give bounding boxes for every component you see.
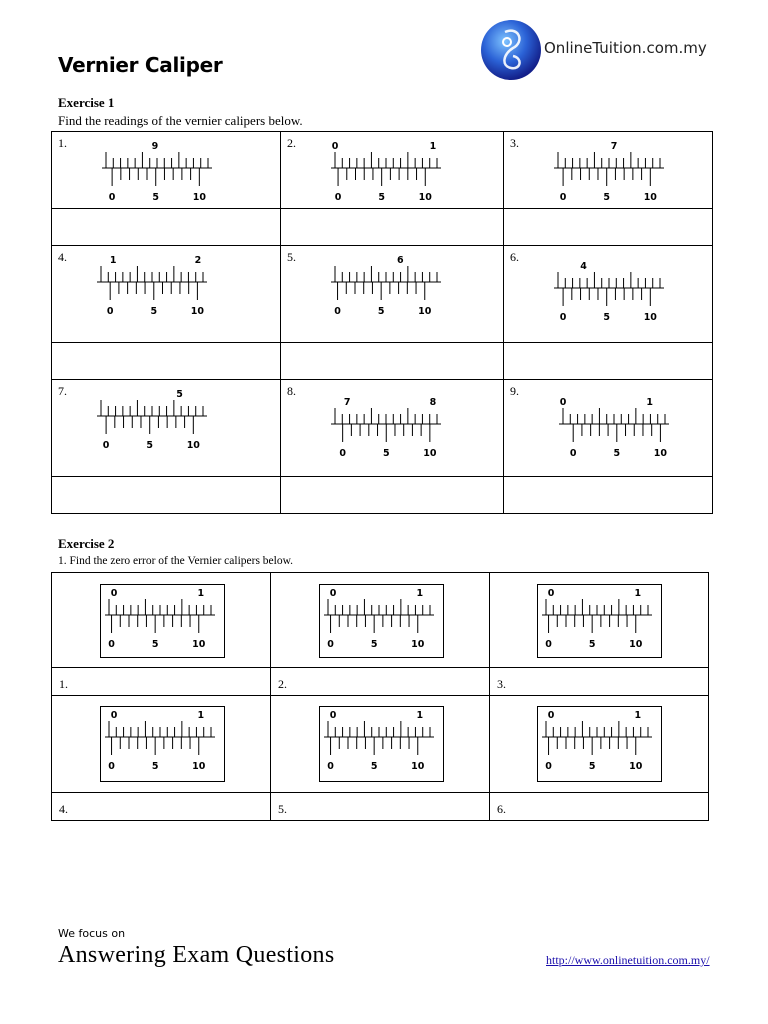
ex1-item-number: 3. [510,136,519,150]
ex2-item-4-main-label: 1 [197,710,205,721]
ex1-item-number: 2. [287,136,296,150]
ex2-item-2-scale-label: 0 [327,639,334,650]
ex2-item-number: 6. [497,802,506,816]
ex1-item-7-scale-label: 10 [186,440,200,451]
ex2-item-number: 4. [59,802,68,816]
ex2-item-4-scale-label: 5 [151,761,159,772]
footer-url-link[interactable]: http://www.onlinetuition.com.my/ [546,953,710,967]
ex1-item-6-scale-label: 0 [559,312,567,323]
ex1-item-1-scale-label: 10 [192,192,206,203]
ex1-item-4-vernier-drawing [97,252,217,322]
ex1-item-number: 9. [510,384,519,398]
ex1-item-8-main-label: 8 [429,397,437,408]
ex2-item-5-main-label: 1 [416,710,424,721]
ex2-item-2-main-label: 1 [416,588,424,599]
ex2-item-1-main-label: 1 [197,588,205,599]
exercise1-table [51,131,713,514]
ex2-item-1-scale-label: 5 [151,639,159,650]
ex1-item-1-vernier-drawing [102,138,222,208]
ex1-item-number: 4. [58,250,67,264]
ex1-item-number: 5. [287,250,296,264]
ex1-item-2-scale-label: 10 [418,192,432,203]
ex2-item-5-scale-label: 5 [370,761,378,772]
ex1-answer-3[interactable] [504,209,713,246]
ex2-item-6-scale-label: 0 [545,761,552,772]
ex1-item-6-scale-label: 5 [603,312,611,323]
ex1-cell-8 [281,380,504,477]
ex1-item-3-scale-label: 10 [643,192,657,203]
ex2-answer-4[interactable] [52,793,271,821]
ex1-item-9-main-label: 0 [559,397,567,408]
ex1-item-3-scale-label: 0 [559,192,567,203]
ex2-item-2-scale-label: 5 [370,639,378,650]
ex2-item-2-main-label: 0 [329,588,337,599]
ex2-cell-4 [52,696,271,793]
ex2-item-4-vernier-drawing [105,707,225,777]
ex1-answer-2[interactable] [281,209,504,246]
ex2-item-2-vernier-drawing [324,585,444,655]
ex2-item-1-frame [100,584,225,658]
ex1-item-8-scale-label: 10 [423,448,437,459]
ex2-item-3-main-label: 1 [634,588,642,599]
ex1-item-number: 1. [58,136,67,150]
ex2-item-number: 5. [278,802,287,816]
ex1-cell-6 [504,246,713,343]
ex1-cell-3 [504,132,713,209]
ex2-cell-1 [52,573,271,668]
ex2-answer-6[interactable] [490,793,709,821]
ex2-item-3-vernier-drawing [542,585,662,655]
ex1-item-5-scale-label: 10 [418,306,432,317]
ex2-item-4-scale-label: 10 [192,761,206,772]
ex2-cell-2 [271,573,490,668]
ex1-item-4-scale-label: 5 [150,306,158,317]
ex1-item-6-scale-label: 10 [643,312,657,323]
ex1-item-8-main-label: 7 [343,397,351,408]
exercise1-instruction: Find the readings of the vernier calipers below. [58,113,303,128]
ex1-item-8-scale-label: 0 [339,448,346,459]
ex2-item-number: 3. [497,677,506,691]
ex2-cell-3 [490,573,709,668]
ex2-item-1-scale-label: 0 [108,639,115,650]
ex2-item-3-scale-label: 0 [545,639,552,650]
ex1-cell-7 [52,380,281,477]
ex1-cell-2 [281,132,504,209]
ex2-item-3-main-label: 0 [547,588,555,599]
ex1-item-5-scale-label: 0 [334,306,341,317]
ex2-item-6-main-label: 0 [547,710,555,721]
ex1-item-4-scale-label: 10 [190,306,205,317]
ex1-item-3-main-label: 7 [610,141,618,152]
ex2-item-4-frame [100,706,225,782]
ex1-item-number: 6. [510,250,519,264]
ex1-item-9-vernier-drawing [559,394,679,464]
ex2-item-number: 1. [59,677,68,691]
ex1-answer-4[interactable] [52,343,281,380]
ex1-item-8-scale-label: 5 [382,448,390,459]
ex2-answer-1[interactable] [52,668,271,696]
ex1-answer-5[interactable] [281,343,504,380]
ex1-answer-8[interactable] [281,477,504,514]
ex2-item-number: 2. [278,677,287,691]
exercise1-heading: Exercise 1 [58,95,115,110]
ex1-item-7-main-label: 5 [176,389,183,400]
ex1-item-4-main-label: 1 [109,255,117,266]
ex1-item-3-vernier-drawing [554,138,674,208]
ex2-item-1-main-label: 0 [110,588,118,599]
ex1-item-2-scale-label: 5 [378,192,385,203]
ex2-item-2-scale-label: 10 [411,639,425,650]
ex1-answer-9[interactable] [504,477,713,514]
ex2-item-6-frame [537,706,662,782]
ex1-cell-5 [281,246,504,343]
exercise2-heading: Exercise 2 [58,536,115,551]
ex2-item-3-scale-label: 10 [629,639,643,650]
ex1-item-5-scale-label: 5 [377,306,385,317]
ex2-item-4-scale-label: 0 [108,761,115,772]
ex2-item-1-vernier-drawing [105,585,225,655]
ex1-item-1-scale-label: 5 [152,192,160,203]
ex1-item-9-scale-label: 10 [653,448,668,459]
ex1-cell-9 [504,380,713,477]
ex1-item-4-main-label: 2 [194,255,202,266]
ex2-item-5-vernier-drawing [324,707,444,777]
footer-focus: We focus on [58,927,126,940]
ex1-item-3-scale-label: 5 [603,192,611,203]
ex1-item-2-scale-label: 0 [334,192,342,203]
ex2-item-2-frame [319,584,444,658]
ex2-item-5-scale-label: 10 [411,761,425,772]
ex1-item-9-scale-label: 5 [613,448,621,459]
ex1-cell-4 [52,246,281,343]
ex1-answer-1[interactable] [52,209,281,246]
ex2-item-5-frame [319,706,444,782]
ex1-item-number: 7. [58,384,67,398]
ex2-item-4-main-label: 0 [110,710,118,721]
page-title: Vernier Caliper [58,53,223,77]
ex2-cell-5 [271,696,490,793]
logo-text: OnlineTuition.com.my [544,39,707,57]
ex1-item-2-main-label: 1 [429,141,437,152]
ex1-answer-7[interactable] [52,477,281,514]
ex2-item-6-scale-label: 10 [629,761,643,772]
ex1-item-4-scale-label: 0 [106,306,114,317]
ex2-answer-3[interactable] [490,668,709,696]
ex1-item-2-vernier-drawing [331,138,451,208]
ex2-item-6-scale-label: 5 [588,761,596,772]
ex2-answer-2[interactable] [271,668,490,696]
ex1-item-number: 8. [287,384,296,398]
ex1-item-5-vernier-drawing [331,252,451,322]
ex1-item-5-main-label: 6 [396,255,404,266]
ex1-answer-6[interactable] [504,343,713,380]
exercise2-instruction: 1. Find the zero error of the Vernier calipers below. [58,555,294,567]
ex1-item-6-main-label: 4 [580,261,587,272]
ex2-item-1-scale-label: 10 [192,639,206,650]
ex1-item-1-main-label: 9 [151,141,159,152]
ex2-item-5-scale-label: 0 [327,761,334,772]
ex1-item-7-scale-label: 5 [146,440,154,451]
footer-tagline: Answering Exam Questions [58,942,335,968]
ex2-item-3-scale-label: 5 [588,639,596,650]
ex1-item-7-vernier-drawing [97,386,217,456]
ex1-item-9-scale-label: 0 [569,448,577,459]
exercise2-table [51,572,709,821]
ex1-item-1-scale-label: 0 [108,192,116,203]
ex1-item-6-vernier-drawing [554,258,674,328]
ex2-item-6-main-label: 1 [634,710,642,721]
ex1-item-8-vernier-drawing [331,394,451,464]
ex2-item-3-frame [537,584,662,658]
ex1-item-9-main-label: 1 [646,397,654,408]
ex1-item-2-main-label: 0 [331,141,339,152]
ex2-answer-5[interactable] [271,793,490,821]
ex1-cell-1 [52,132,281,209]
ex2-item-5-main-label: 0 [329,710,337,721]
ex2-item-6-vernier-drawing [542,707,662,777]
ex1-item-7-scale-label: 0 [102,440,110,451]
ex2-cell-6 [490,696,709,793]
